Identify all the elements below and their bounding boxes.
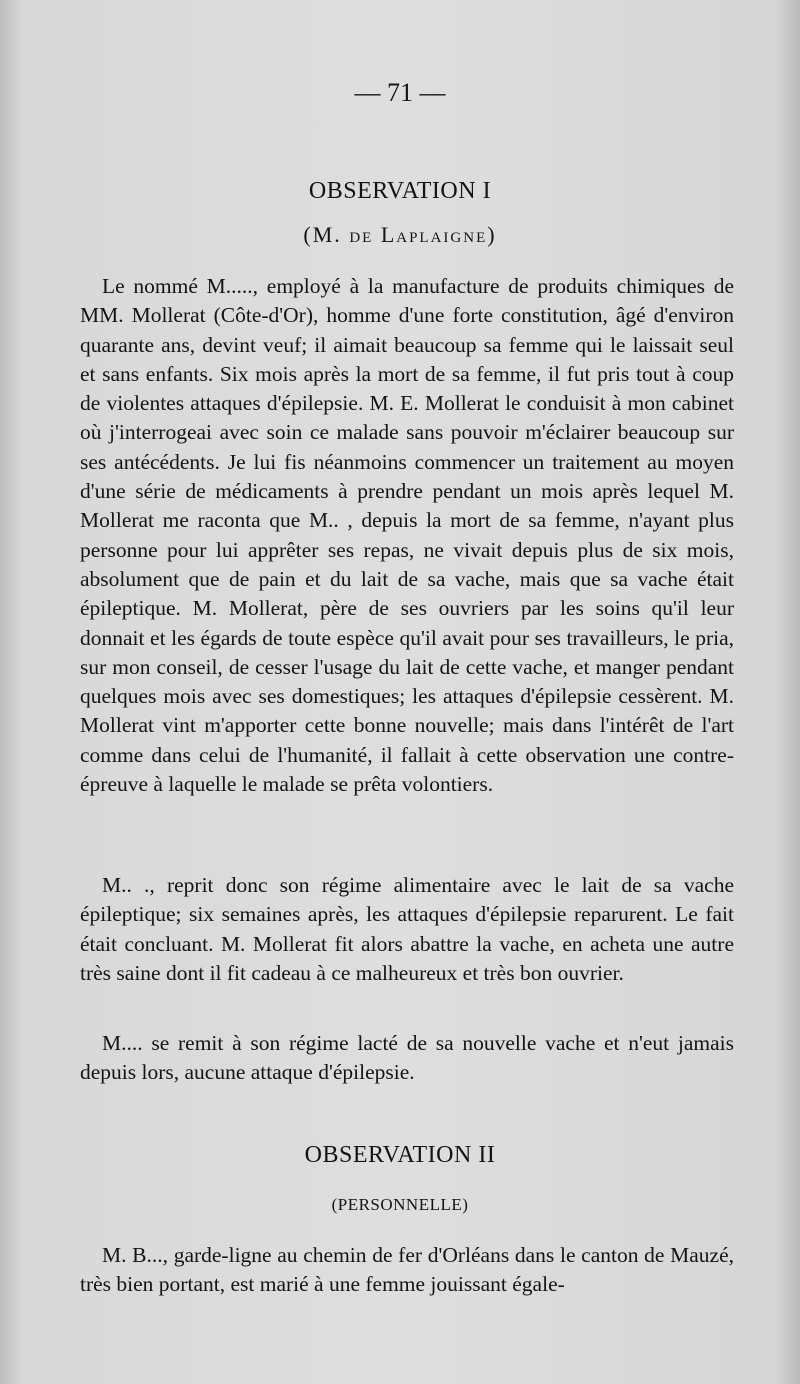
observation-1-subtitle-open: (M. xyxy=(303,222,350,247)
observation-1-paragraph-3: M.... se remit à son régime lacté de sa nouvelle vache et n'eut jamais depuis lors, aucune attaque d'épilepsie. xyxy=(80,1031,734,1085)
page-number: — 71 — xyxy=(354,78,446,107)
observation-1-subtitle-de: de xyxy=(349,222,374,247)
observation-1-paragraph-1: Le nommé M....., employé à la manufacture de produits chimiques de MM. Mollerat (Côte-d'Or), homme d'une forte constitution, âgé d'environ quarante ans, devint veuf; il aimait beaucoup sa femme qui le laissait seul et sans enfants. Six mois après la mort de sa femme, il fut pris tout à coup de violentes attaques d'épilepsie. M. E. Mollerat le conduisit à mon cabinet où j'interrogeai avec soin ce malade sans pouvoir m'éclairer beaucoup sur ses antécédents. Je lui fis néanmoins commencer un traitement au moyen d'une série de médicaments à prendre pendant un mois après lequel M. Mollerat me raconta que M.. , depuis la mort de sa femme, n'ayant plus personne pour lui apprêter ses repas, ne vivait depuis plus de six mois, absolument que de pain et du lait de sa vache, mais que sa vache était épileptique. M. Mollerat, père de ses ouvriers par les soins qu'il leur donnait et les égards de toute espèce qu'il avait pour ses travailleurs, le pria, sur mon conseil, de cesser l'usage du lait de cette vache, et manger pendant quelques mois avec ses domestiques; les attaques d'épilepsie cessèrent. M. Mollerat vint m'apporter cette bonne nouvelle; mais dans l'intérêt de l'art comme dans celui de l'humanité, il fallait à cette observation une contre-épreuve à laquelle le malade se prêta volontiers. xyxy=(80,274,734,797)
observation-2-subtitle: (PERSONNELLE) xyxy=(331,1195,469,1214)
observation-2-paragraph-1: M. B..., garde-ligne au chemin de fer d'Orléans dans le canton de Mauzé, très bien portant, est marié à une femme jouissant égale- xyxy=(80,1243,734,1297)
observation-1-subtitle-name: Laplaigne) xyxy=(373,222,497,247)
observation-1-paragraph-2: M.. ., reprit donc son régime alimentaire avec le lait de sa vache épileptique; six semaines après, les attaques d'épilepsie reparurent. Le fait était concluant. M. Mollerat fit alors abattre la vache, en acheta une autre très saine dont il fit cadeau à ce malheureux et très bon ouvrier. xyxy=(80,873,734,985)
observation-1-title: OBSERVATION I xyxy=(308,178,492,204)
observation-1-subtitle xyxy=(0,222,800,248)
observation-2-title: OBSERVATION II xyxy=(304,1142,496,1168)
